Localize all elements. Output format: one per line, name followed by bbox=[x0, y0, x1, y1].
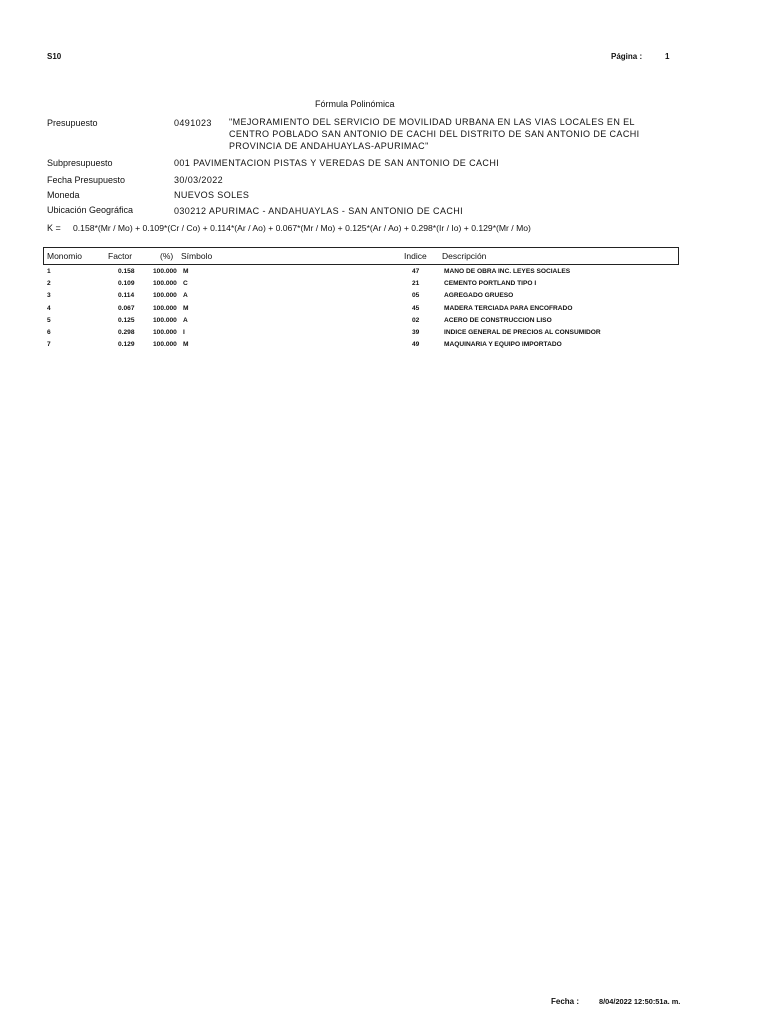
cell-percent: 100.000 bbox=[153, 341, 177, 348]
cell-indice: 45 bbox=[412, 305, 420, 312]
cell-monomio: 2 bbox=[47, 280, 51, 287]
formula-expression: 0.158*(Mr / Mo) + 0.109*(Cr / Co) + 0.114*(Ar / Ao) + 0.067*(Mr / Mo) + 0.125*(Ar / Ao) + 0.298*(Ir / Io) + 0.129*(Mr / Mo) bbox=[73, 223, 531, 233]
moneda-label: Moneda bbox=[47, 190, 80, 200]
page-label: Página : bbox=[611, 52, 643, 61]
cell-descripcion: MADERA TERCIADA PARA ENCOFRADO bbox=[444, 305, 573, 312]
cell-monomio: 5 bbox=[47, 317, 51, 324]
col-percent-header: (%) bbox=[160, 251, 174, 261]
cell-simbolo: M bbox=[183, 341, 189, 348]
table-row bbox=[0, 317, 768, 329]
formula-label: K = bbox=[47, 223, 61, 233]
cell-descripcion: MANO DE OBRA INC. LEYES SOCIALES bbox=[444, 268, 571, 275]
col-descripcion-header: Descripción bbox=[442, 251, 487, 261]
cell-descripcion: CEMENTO PORTLAND TIPO I bbox=[444, 280, 537, 287]
cell-descripcion: MAQUINARIA Y EQUIPO IMPORTADO bbox=[444, 341, 562, 348]
subpresupuesto-value: 001 PAVIMENTACION PISTAS Y VEREDAS DE SAN ANTONIO DE CACHI bbox=[174, 158, 500, 168]
cell-factor: 0.067 bbox=[118, 305, 135, 312]
cell-descripcion: AGREGADO GRUESO bbox=[444, 292, 514, 299]
table-header bbox=[43, 247, 679, 265]
fecha-presupuesto-label: Fecha Presupuesto bbox=[47, 175, 126, 185]
table-row bbox=[0, 292, 768, 304]
footer-fecha-label: Fecha : bbox=[551, 997, 580, 1006]
fecha-presupuesto-value: 30/03/2022 bbox=[174, 175, 224, 185]
cell-indice: 49 bbox=[412, 341, 420, 348]
moneda-value: NUEVOS SOLES bbox=[174, 190, 250, 200]
footer-fecha-value: 8/04/2022 12:50:51a. m. bbox=[599, 997, 681, 1006]
cell-factor: 0.125 bbox=[118, 317, 135, 324]
cell-monomio: 4 bbox=[47, 305, 51, 312]
cell-percent: 100.000 bbox=[153, 268, 177, 275]
cell-factor: 0.129 bbox=[118, 341, 135, 348]
cell-descripcion: INDICE GENERAL DE PRECIOS AL CONSUMIDOR bbox=[444, 329, 601, 336]
col-simbolo-header: Símbolo bbox=[181, 251, 213, 261]
cell-indice: 47 bbox=[412, 268, 420, 275]
cell-monomio: 3 bbox=[47, 292, 51, 299]
cell-percent: 100.000 bbox=[153, 305, 177, 312]
cell-factor: 0.298 bbox=[118, 329, 135, 336]
presupuesto-desc-line: "MEJORAMIENTO DEL SERVICIO DE MOVILIDAD URBANA EN LAS VIAS LOCALES EN EL bbox=[229, 117, 635, 127]
cell-percent: 100.000 bbox=[153, 329, 177, 336]
cell-simbolo: A bbox=[183, 317, 188, 324]
cell-factor: 0.109 bbox=[118, 280, 135, 287]
cell-factor: 0.158 bbox=[118, 268, 135, 275]
table-row bbox=[0, 329, 768, 341]
col-factor-header: Factor bbox=[108, 251, 133, 261]
ubicacion-label: Ubicación Geográfica bbox=[47, 205, 134, 215]
page-title: Fórmula Polinómica bbox=[315, 99, 395, 109]
cell-indice: 05 bbox=[412, 292, 420, 299]
table-row bbox=[0, 280, 768, 292]
cell-percent: 100.000 bbox=[153, 317, 177, 324]
col-indice-header: Indice bbox=[404, 251, 427, 261]
table-row bbox=[0, 305, 768, 317]
subpresupuesto-label: Subpresupuesto bbox=[47, 158, 113, 168]
presupuesto-description bbox=[229, 116, 640, 152]
ubicacion-value: 030212 APURIMAC - ANDAHUAYLAS - SAN ANTONIO DE CACHI bbox=[174, 206, 464, 216]
cell-indice: 02 bbox=[412, 317, 420, 324]
cell-percent: 100.000 bbox=[153, 292, 177, 299]
page-number: 1 bbox=[665, 52, 670, 61]
cell-indice: 21 bbox=[412, 280, 420, 287]
cell-descripcion: ACERO DE CONSTRUCCION LISO bbox=[444, 317, 552, 324]
cell-percent: 100.000 bbox=[153, 280, 177, 287]
table-row bbox=[0, 341, 768, 353]
report-code: S10 bbox=[47, 52, 62, 61]
cell-monomio: 7 bbox=[47, 341, 51, 348]
cell-indice: 39 bbox=[412, 329, 420, 336]
cell-monomio: 1 bbox=[47, 268, 51, 275]
cell-simbolo: C bbox=[183, 280, 188, 287]
col-monomio-header: Monomio bbox=[47, 251, 82, 261]
cell-simbolo: I bbox=[183, 329, 185, 336]
cell-simbolo: M bbox=[183, 268, 189, 275]
presupuesto-desc-line: PROVINCIA DE ANDAHUAYLAS-APURIMAC" bbox=[229, 141, 429, 151]
table-row bbox=[0, 268, 768, 280]
cell-simbolo: A bbox=[183, 292, 188, 299]
cell-simbolo: M bbox=[183, 305, 189, 312]
presupuesto-label: Presupuesto bbox=[47, 118, 98, 128]
presupuesto-desc-line: CENTRO POBLADO SAN ANTONIO DE CACHI DEL DISTRITO DE SAN ANTONIO DE CACHI bbox=[229, 129, 640, 139]
presupuesto-code: 0491023 bbox=[174, 118, 212, 128]
cell-monomio: 6 bbox=[47, 329, 51, 336]
cell-factor: 0.114 bbox=[118, 292, 135, 299]
